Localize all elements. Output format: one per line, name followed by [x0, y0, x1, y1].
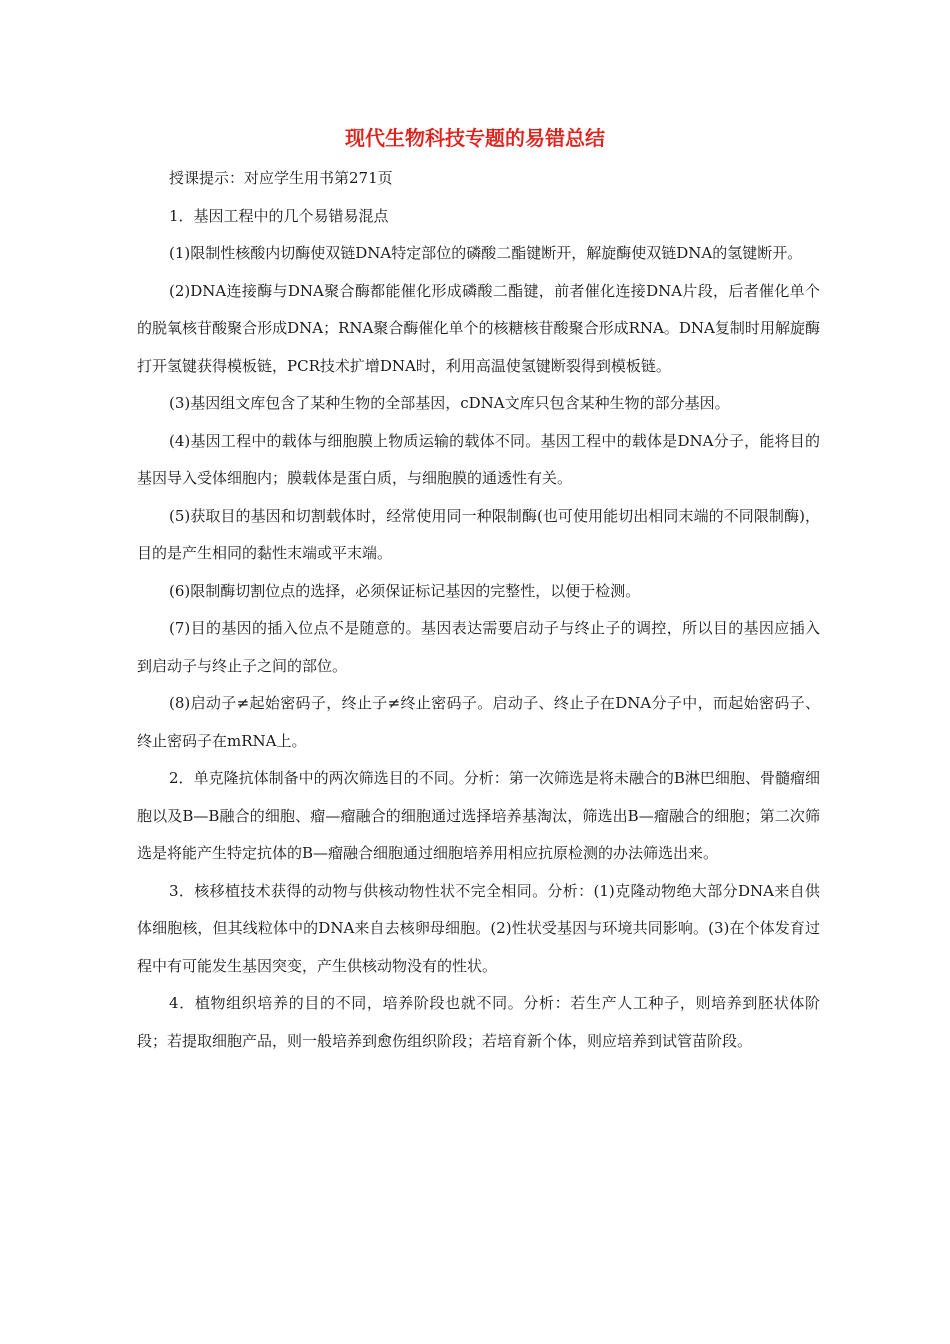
- section-heading-1: 1．基因工程中的几个易错易混点: [169, 206, 389, 225]
- paragraph-item-4: (4)基因工程中的载体与细胞膜上物质运输的载体不同。基因工程中的载体是DNA分子，能将目的基因导入受体细胞内；膜载体是蛋白质，与细胞膜的通透性有关。: [137, 431, 820, 487]
- section-4-plant-tissue-culture: 4．植物组织培养的目的不同，培养阶段也就不同。分析：若生产人工种子，则培养到胚状体阶段；若提取细胞产品，则一般培养到愈伤组织阶段；若培育新个体，则应培养到试管苗阶段。: [137, 994, 820, 1050]
- paragraph-item-1: (1)限制性核酸内切酶使双链DNA特定部位的磷酸二酯键断开，解旋酶使双链DNA的氢键断开。: [169, 244, 803, 262]
- section-2-monoclonal-antibody: 2．单克隆抗体制备中的两次筛选目的不同。分析：第一次筛选是将未融合的B淋巴细胞、骨髓瘤细胞以及B—B融合的细胞、瘤—瘤融合的细胞通过选择培养基淘汰，筛选出B—瘤融合的细胞；第二次筛选是将能产生特定抗体的B—瘤融合细胞通过细胞培养用相应抗原检测的办法筛选出来。: [137, 769, 820, 862]
- document-title: 现代生物科技专题的易错总结: [345, 126, 605, 150]
- paragraph-item-8: (8)启动子≠起始密码子，终止子≠终止密码子。启动子、终止子在DNA分子中，而起始密码子、终止密码子在mRNA上。: [137, 694, 820, 750]
- paragraph-item-6: (6)限制酶切割位点的选择，必须保证标记基因的完整性，以便于检测。: [169, 581, 641, 600]
- teaching-hint: 授课提示：对应学生用书第271页: [169, 169, 393, 187]
- paragraph-item-7: (7)目的基因的插入位点不是随意的。基因表达需要启动子与终止子的调控，所以目的基因应插入到启动子与终止子之间的部位。: [137, 619, 820, 675]
- section-3-nuclear-transfer: 3．核移植技术获得的动物与供核动物性状不完全相同。分析：(1)克隆动物绝大部分DNA来自供体细胞核，但其线粒体中的DNA来自去核卵母细胞。(2)性状受基因与环境共同影响。(3)在个体发育过程中有可能发生基因突变，产生供核动物没有的性状。: [137, 881, 820, 975]
- paragraph-item-3: (3)基因组文库包含了某种生物的全部基因，cDNA文库只包含某种生物的部分基因。: [169, 394, 730, 412]
- paragraph-item-2: (2)DNA连接酶与DNA聚合酶都能催化形成磷酸二酯键，前者催化连接DNA片段，后者催化单个的脱氧核苷酸聚合形成DNA；RNA聚合酶催化单个的核糖核苷酸聚合形成RNA。DNA复制时用解旋酶打开氢键获得模板链，PCR技术扩增DNA时，利用高温使氢键断裂得到模板链。: [137, 281, 820, 375]
- paragraph-item-5: (5)获取目的基因和切割载体时，经常使用同一种限制酶(也可使用能切出相同末端的不同限制酶)，目的是产生相同的黏性末端或平末端。: [137, 506, 820, 562]
- document-body: [137, 160, 820, 1060]
